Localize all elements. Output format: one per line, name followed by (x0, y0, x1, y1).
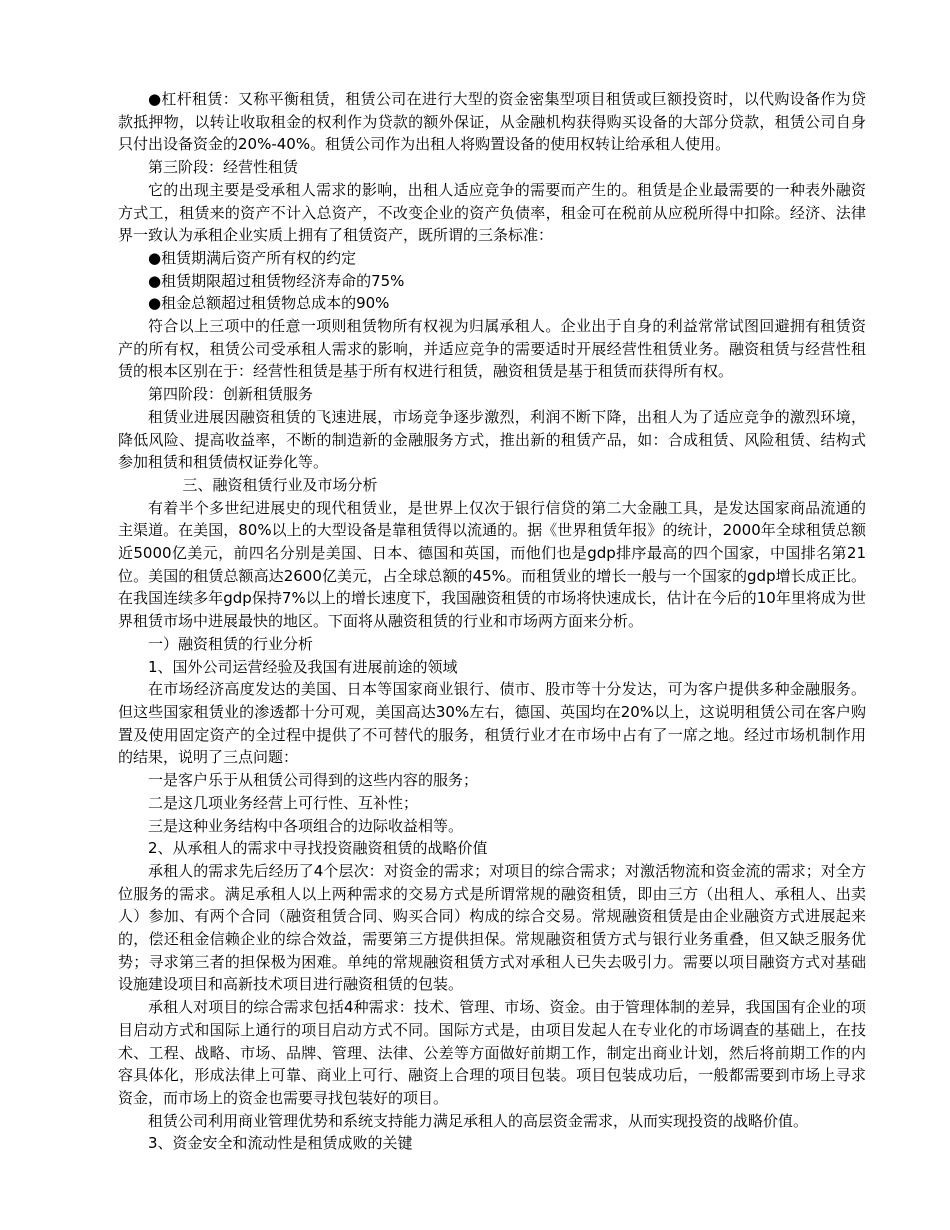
bullet-rent-total: ●租金总额超过租赁物总成本的90% (148, 294, 390, 313)
subheading-capital-safety: 3、资金安全和流动性是租赁成败的关键 (148, 1134, 413, 1153)
paragraph-ownership-criteria: 符合以上三项中的任意一项则租赁物所有权视为归属承租人。企业出于自身的利益常常试图回避拥有租赁资产的所有权，租赁公司受承租人需求的影响，并适应竞争的需要适时开展经营性租赁业务。融资租赁与经营性租赁的根本区别在于：经营性租赁是基于所有权进行租赁，融资租赁是基于租赁而获得所有权。 (118, 317, 866, 381)
paragraph-leveraged-lease: ●杠杆租赁：又称平衡租赁，租赁公司在进行大型的资金密集型项目租赁或巨额投资时，以代购设备作为贷款抵押物，以转让收取租金的权利作为贷款的额外保证，从金融机构获得购买设备的大部分贷款，租赁公司自身只付出设备资金的20%-40%。租赁公司作为出租人将购置设备的使用权转让给承租人使用。 (118, 90, 866, 154)
list-item-second: 二是这几项业务经营上可行性、互补性； (148, 793, 419, 812)
paragraph-global-leasing: 有着半个多世纪进展史的现代租赁业，是世界上仅次于银行信贷的第二大金融工具，是发达国家商品流通的主渠道。在美国，80%以上的大型设备是靠租赁得以流通的。据《世界租赁年报》的统计，2000年全球租赁总额近5000亿美元，前四名分别是美国、日本、德国和英国，而他们也是gdp排序最高的四个国家，中国排名第21位。美国的租赁总额高达2600亿美元，占全球总额的45%。而租赁业的增长一般与一个国家的gdp增长成正比。在我国连续多年gdp保持7%以上的增长速度下，我国融资租赁的市场将快速成长，估计在今后的10年里将成为世界租赁市场中进展最快的地区。下面将从融资租赁的行业和市场两方面来分析。 (118, 498, 866, 631)
heading-stage-four: 第四阶段：创新租赁服务 (148, 385, 314, 404)
paragraph-innovative-services: 租赁业进展因融资租赁的飞速进展，市场竞争逐步激烈，利润不断下降，出租人为了适应竞争的激烈环境，降低风险、提高收益率，不断的制造新的金融服务方式，推出新的租赁产品，如：合成租赁、风险租赁、结构式参加租赁和租赁债权证券化等。 (118, 407, 866, 472)
heading-stage-three: 第三阶段：经营性租赁 (148, 158, 299, 177)
paragraph-project-needs: 承租人对项目的综合需求包括4种需求：技术、管理、市场、资金。由于管理体制的差异，我国国有企业的项目启动方式和国际上通行的项目启动方式不同。国际方式是，由项目发起人在专业化的市场调查的基础上，在技术、工程、战略、市场、品牌、管理、法律、公差等方面做好前期工作，制定出商业计划，然后将前期工作的内容具体化，形成法律上可靠、商业上可行、融资上合理的项目包装。项目包装成功后，一般都需要到市场上寻求资金，而市场上的资金也需要寻找包装好的项目。 (118, 998, 866, 1107)
bullet-ownership: ●租赁期满后资产所有权的约定 (148, 248, 357, 267)
subheading-lessee-needs: 2、从承租人的需求中寻找投资融资租赁的战略价值 (148, 839, 488, 858)
document-body (118, 88, 866, 1155)
paragraph-four-levels: 承租人的需求先后经历了4个层次：对资金的需求；对项目的综合需求；对激活物流和资金流的需求；对全方位服务的需求。满足承租人以上两种需求的交易方式是所谓常规的融资租赁，即由三方（出租人、承租人、出卖人）参加、有两个合同（融资租赁合同、购买合同）构成的综合交易。常规融资租赁是由企业融资方式进展起来的，偿还租金信赖企业的综合效益，需要第三方提供担保。常规融资租赁方式与银行业务重叠，但又缺乏服务优势；寻求第三者的担保极为困难。单纯的常规融资租赁方式对承租人已失去吸引力。需要以项目融资方式对基础设施建设项目和高新技术项目进行融资租赁的包装。 (118, 861, 866, 994)
paragraph-operating-lease: 它的出现主要是受承租人需求的影响，出租人适应竞争的需要而产生的。租赁是企业最需要的一种表外融资方式工，租赁来的资产不计入总资产，不改变企业的资产负债率，租金可在税前从应税所得中扣除。经济、法律界一致认为承租企业实质上拥有了租赁资产，既所谓的三条标准： (118, 180, 866, 245)
bullet-lease-term: ●租赁期限超过租赁物经济寿命的75% (148, 271, 405, 290)
list-item-third: 三是这种业务结构中各项组合的边际收益相等。 (148, 816, 464, 835)
list-item-first: 一是客户乐于从租赁公司得到的这些内容的服务； (148, 771, 479, 790)
paragraph-strategic-value: 租赁公司利用商业管理优势和系统支持能力满足承租人的高层资金需求，从而实现投资的战略价值。 (148, 1111, 809, 1130)
section-heading-market-analysis: 三、融资租赁行业及市场分析 (182, 475, 378, 494)
subheading-industry-analysis: 一）融资租赁的行业分析 (148, 634, 314, 653)
subheading-foreign-experience: 1、国外公司运营经验及我国有进展前途的领域 (148, 657, 458, 676)
paragraph-market-penetration: 在市场经济高度发达的美国、日本等国家商业银行、债市、股市等十分发达，可为客户提供多种金融服务。但这些国家租赁业的渗透都十分可观，美国高达30%左右，德国、英国均在20%以上，这说明租赁公司在客户购置及使用固定资产的全过程中提供了不可替代的服务，租赁行业才在市场中占有了一席之地。经过市场机制作用的结果，说明了三点问题： (118, 680, 866, 767)
